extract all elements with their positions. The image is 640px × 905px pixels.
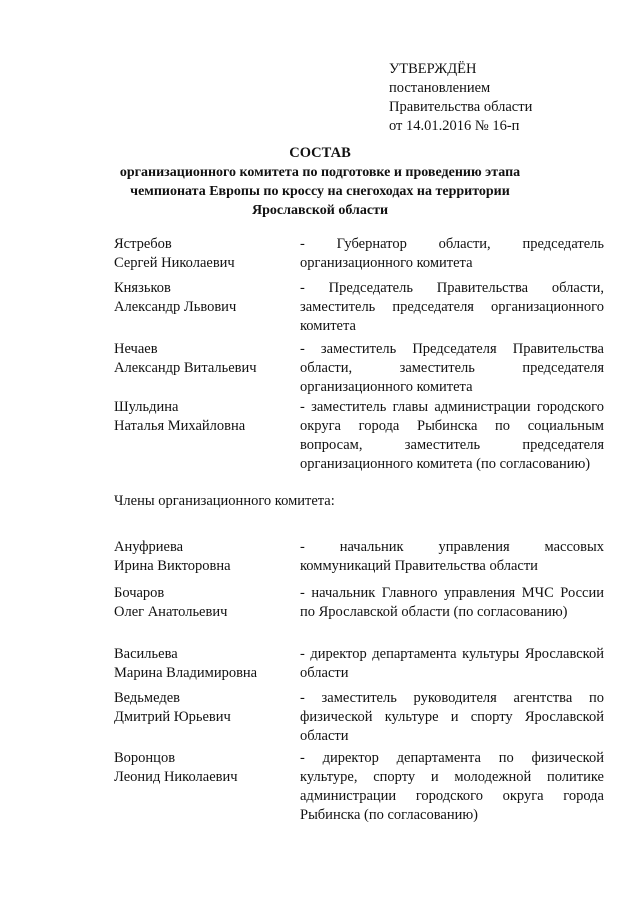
- member-given-name: Ирина Викторовна: [114, 558, 231, 574]
- member-role: - начальник управления массовых коммуникаций Правительства области: [300, 539, 604, 574]
- member-name: [114, 235, 294, 273]
- member-role: - заместитель главы администрации городского округа города Рыбинска по социальным вопросам, заместитель председателя организационного комитета (по согласованию): [300, 399, 604, 472]
- member-name: [114, 645, 294, 683]
- member-role: - директор департамента культуры Ярославской области: [300, 646, 604, 681]
- member-surname: Бочаров: [114, 585, 165, 601]
- member-role: - заместитель Председателя Правительства области, заместитель председателя организационного комитета: [300, 341, 604, 395]
- member-name: [114, 340, 294, 378]
- member-surname: Васильева: [114, 646, 178, 662]
- approval-block: [389, 60, 532, 136]
- member-surname: Ястребов: [114, 236, 172, 252]
- document-title: СОСТАВ: [289, 145, 351, 161]
- member-name: [114, 584, 294, 622]
- member-name: [114, 749, 294, 787]
- approval-authority: Правительства области: [389, 99, 533, 115]
- member-role: - заместитель руководителя агентства по физической культуре и спорту Ярославской области: [300, 690, 604, 744]
- member-given-name: Олег Анатольевич: [114, 604, 228, 620]
- member-role: - директор департамента по физической культуре, спорту и молодежной политике администрации городского округа города Рыбинска (по согласованию): [300, 750, 604, 823]
- member-role: - Председатель Правительства области, заместитель председателя организационного комитета: [300, 280, 604, 334]
- document-subtitle: организационного комитета по подготовке и проведению этапа чемпионата Европы по кроссу на снегоходах на территории Ярославской области: [119, 165, 521, 218]
- member-given-name: Сергей Николаевич: [114, 255, 235, 271]
- member-given-name: Наталья Михайловна: [114, 418, 246, 434]
- member-given-name: Марина Владимировна: [114, 665, 258, 681]
- member-role: - начальник Главного управления МЧС России по Ярославской области (по согласованию): [300, 585, 604, 620]
- approval-date-number: от 14.01.2016 № 16-п: [389, 118, 520, 134]
- member-name: [114, 279, 294, 317]
- member-surname: Воронцов: [114, 750, 176, 766]
- member-surname: Ведьмедев: [114, 690, 180, 706]
- member-surname: Нечаев: [114, 341, 158, 357]
- approval-status: УТВЕРЖДЁН: [389, 61, 477, 77]
- member-surname: Князьков: [114, 280, 171, 296]
- member-surname: Ануфриева: [114, 539, 184, 555]
- member-given-name: Леонид Николаевич: [114, 769, 238, 785]
- member-given-name: Александр Львович: [114, 299, 237, 315]
- member-name: [114, 689, 294, 727]
- members-heading: Члены организационного комитета:: [114, 493, 335, 509]
- member-name: [114, 398, 294, 436]
- member-given-name: Александр Витальевич: [114, 360, 257, 376]
- member-name: [114, 538, 294, 576]
- approval-basis: постановлением: [389, 80, 491, 96]
- member-given-name: Дмитрий Юрьевич: [114, 709, 231, 725]
- member-role: - Губернатор области, председатель организационного комитета: [300, 236, 604, 271]
- member-surname: Шульдина: [114, 399, 179, 415]
